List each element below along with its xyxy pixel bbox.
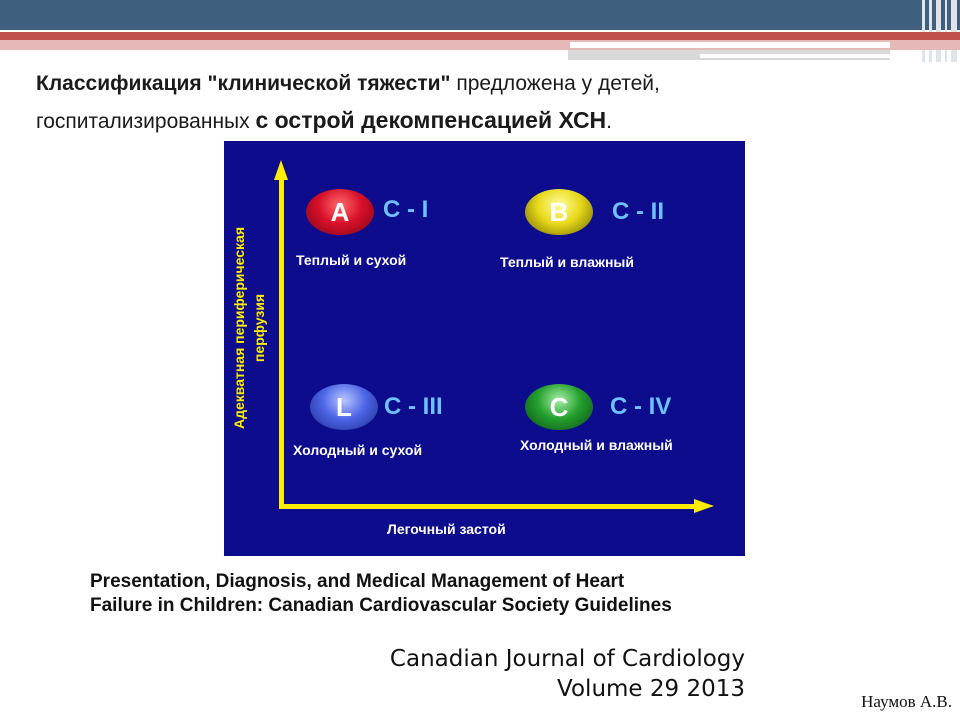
slide-title xyxy=(36,66,916,140)
header-band xyxy=(0,0,960,30)
header-red-line xyxy=(0,32,960,40)
title-part: госпитализированных xyxy=(36,110,256,133)
profile-l-oval: L xyxy=(310,384,378,430)
y-axis xyxy=(279,178,284,508)
reference-title-line1: Presentation, Diagnosis, and Medical Management of Heart xyxy=(90,571,625,592)
reference-title xyxy=(90,570,790,618)
header-stripes xyxy=(920,0,960,62)
title-end: . xyxy=(606,110,613,133)
profile-l-description: Холодный и сухой xyxy=(293,442,423,458)
profile-a-oval: A xyxy=(306,189,374,235)
y-axis-arrow xyxy=(274,160,288,180)
class-c-i: C - I xyxy=(383,196,429,223)
profile-b-description: Теплый и влажный xyxy=(500,254,634,270)
title-bold: с острой декомпенсацией ХСН xyxy=(255,107,607,133)
profile-c-oval: C xyxy=(525,384,593,430)
header-accent-white xyxy=(700,54,890,58)
profile-b-oval: B xyxy=(525,189,593,235)
profile-a-description: Теплый и сухой xyxy=(296,252,407,268)
header-accent xyxy=(570,42,890,48)
reference-title-line2: Failure in Children: Canadian Cardiovascular Society Guidelines xyxy=(90,595,672,616)
author-name: Наумов А.В. xyxy=(861,692,952,711)
journal-volume: Volume 29 2013 xyxy=(557,676,745,702)
profile-c-description: Холодный и влажный xyxy=(520,437,673,453)
y-axis-label-line1: Адекватная периферическая xyxy=(231,226,247,430)
class-c-iii: C - III xyxy=(384,393,443,420)
class-c-iv: C - IV xyxy=(610,393,672,420)
x-axis xyxy=(279,504,699,509)
title-bold: Классификация "клинической тяжести" xyxy=(36,72,451,95)
x-axis-arrow xyxy=(694,499,714,513)
class-c-ii: C - II xyxy=(612,198,664,225)
journal-citation xyxy=(340,644,745,704)
journal-name: Canadian Journal of Cardiology xyxy=(389,646,745,672)
classification-diagram xyxy=(224,141,745,556)
title-part: предложена у детей, xyxy=(450,72,660,95)
x-axis-label: Легочный застой xyxy=(387,521,506,537)
y-axis-label-line2: перфузия xyxy=(251,293,267,363)
